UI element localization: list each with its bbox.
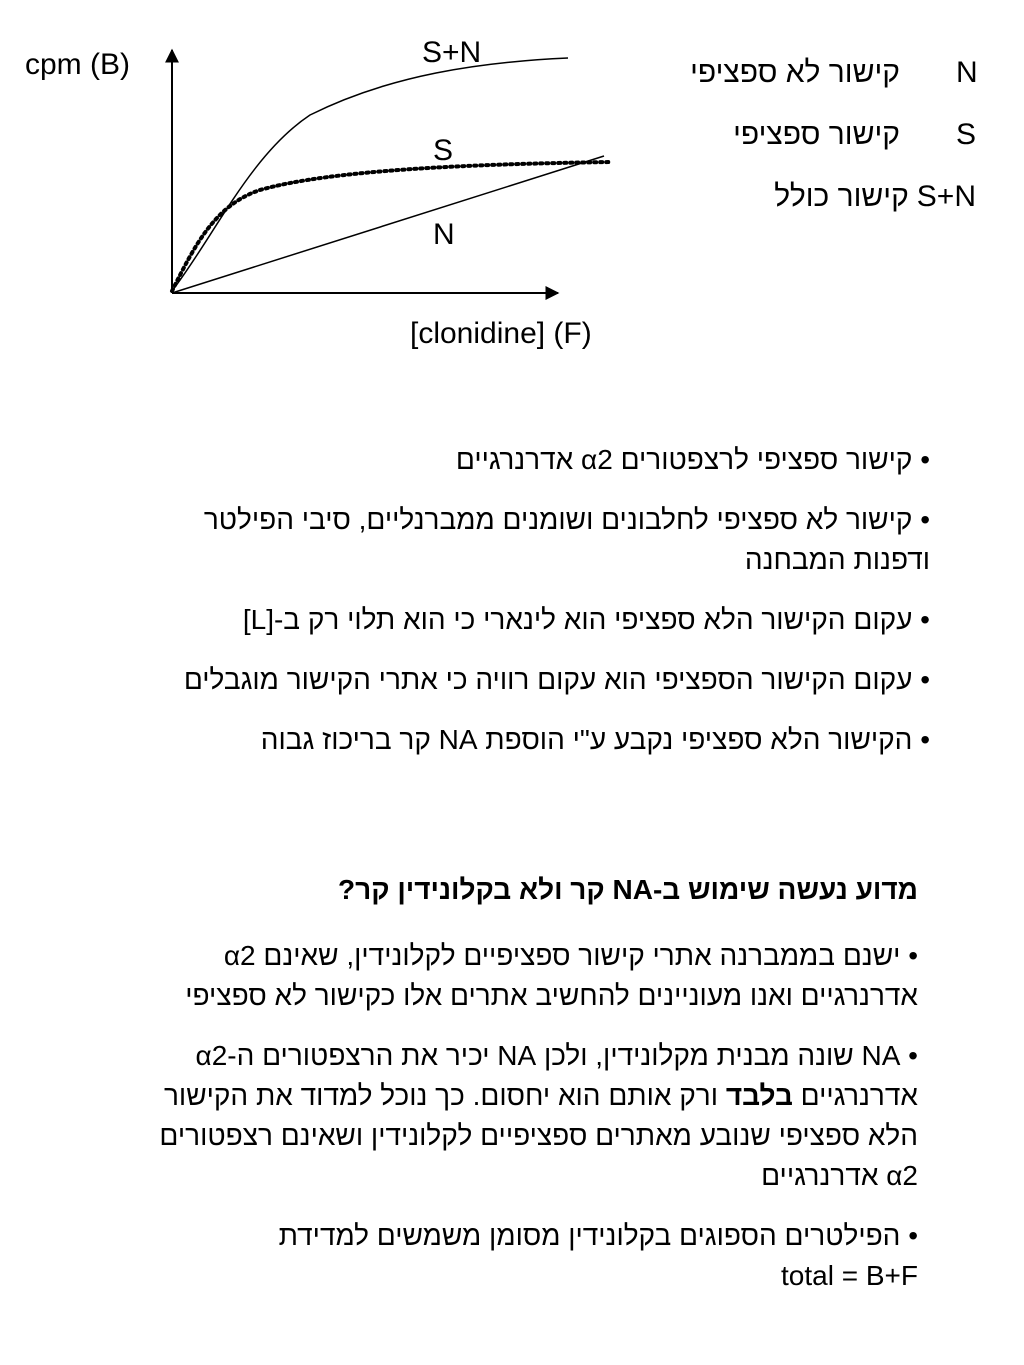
answer-text: • הפילטרים הספוגים בקלונידין מסומן משמשים למדידת [278,1220,918,1251]
legend-desc: קישור ספציפי [733,118,900,151]
answer-item [158,1036,918,1196]
legend-key: S+N [916,180,976,213]
binding-curves-figure [0,0,1024,380]
x-axis-label: [clonidine] (F) [410,317,592,350]
specific-curve-label: S [433,134,454,167]
answer-text: • NA שונה מבנית מקלונידין, ולכן NA יכיר את הרצפטורים ה-α2 אדרנרגיים [195,1040,918,1111]
legend-key: N [956,56,978,89]
total-binding-curve [172,58,568,291]
nonspecific-curve-label: N [433,218,455,251]
bullet-item: • קישור לא ספציפי לחלבונים ושומנים ממברנליים, סיבי הפילטר ודפנות המבחנה [203,504,930,575]
legend-row-nonspecific [690,50,976,112]
answer-emphasis: בלבד [725,1080,793,1111]
answer-item: • ישנם בממברנה אתרי קישור ספציפיים לקלונידין, שאינם α2 אדרנרגיים ואנו מעוניינים להחשיב אתרים אלו כקישור לא ספציפי [185,940,918,1011]
bullet-item: • עקום הקישור הספציפי הוא עקום רוויה כי אתרי הקישור מוגבלים [183,664,930,695]
legend-desc: קישור כולל [774,180,909,213]
total-curve-label: S+N [422,36,482,69]
y-axis-label: cpm (B) [25,48,130,81]
legend-desc: קישור לא ספציפי [690,56,900,89]
formula-text: total = B+F [781,1260,918,1291]
answer-text: ורק אותם הוא יחסום. כך נוכל למדוד את הקישור הלא ספציפי שנובע מאתרים ספציפיים לקלונידין ושאינם רצפטורים α2 אדרנרגיים [159,1080,918,1191]
legend-key: S [956,118,977,151]
answer-item [158,1216,918,1296]
nonspecific-binding-line [172,156,604,293]
bullet-item: • קישור ספציפי לרצפטורים α2 אדרנרגיים [455,444,930,475]
legend-row-specific [690,112,976,174]
question-heading: מדוע נעשה שימוש ב-NA קר ולא בקלונידין קר? [338,874,918,905]
bullet-item: • עקום הקישור הלא ספציפי הוא לינארי כי הוא תלוי רק ב-[L] [242,604,930,635]
explanation-bullets [130,440,930,780]
legend-row-total [690,174,976,236]
curve-legend [690,50,976,236]
bullet-item: • הקישור הלא ספציפי נקבע ע"י הוספת NA קר בריכוז גבוה [260,724,930,755]
answer-list [158,936,918,1316]
